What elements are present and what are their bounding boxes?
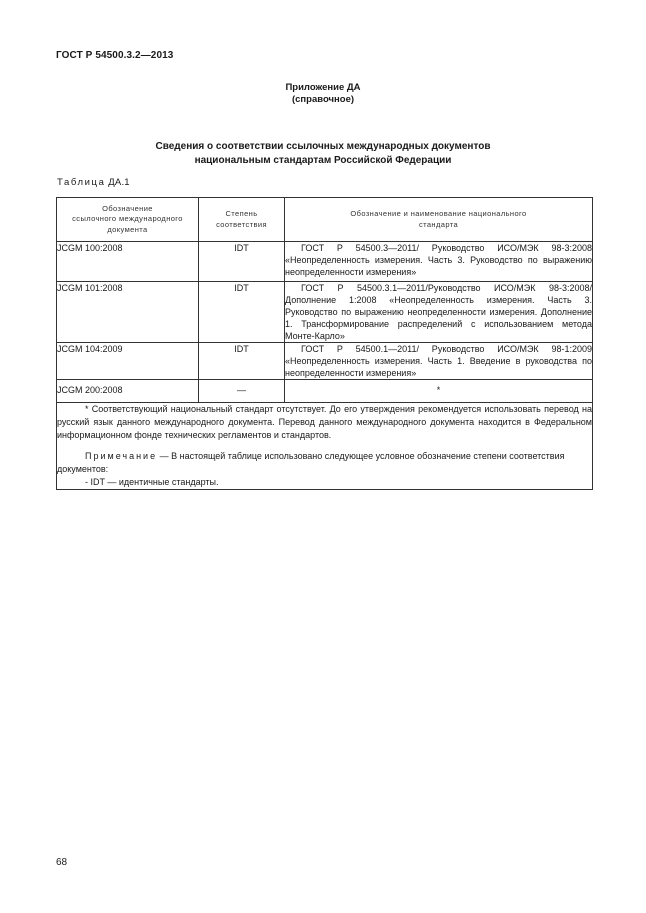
- header-col1-line3: документа: [107, 224, 148, 234]
- appendix-block: [0, 82, 646, 106]
- national-standard: ГОСТ Р 54500.3.1—2011/Руководство ИСО/МЭК 98-3:2008/ Дополнение 1:2008 «Неопределенность измерения. Часть 3. Руководство по выражению неопределенности измерения. Дополнение 1. Трансформирование распределений с использованием метода Монте-Карло»: [285, 283, 592, 341]
- note-text: — В настоящей таблице использовано следующее условное обозначение степени соответствия документов:: [57, 451, 565, 474]
- degree-value: IDT: [199, 242, 285, 282]
- note-item: - IDT — идентичные стандарты.: [85, 477, 219, 487]
- table-caption-word: Таблица: [57, 177, 106, 188]
- header-reference-document: [57, 198, 199, 242]
- appendix-title: Приложение ДА: [285, 82, 361, 93]
- header-degree: [199, 198, 285, 242]
- table-row: [57, 380, 593, 403]
- table-note: [57, 450, 592, 476]
- section-heading-line-2: национальным стандартам Российской Федерации: [194, 155, 452, 166]
- reference-code: JCGM 100:2008: [57, 242, 199, 282]
- reference-code: JCGM 101:2008: [57, 282, 199, 343]
- table-row: [57, 282, 593, 343]
- table-notes: [57, 403, 593, 490]
- table-row: [57, 343, 593, 380]
- note-word: Примечание: [85, 451, 158, 461]
- table-row: [57, 242, 593, 282]
- header-col2-line2: соответствия: [216, 219, 267, 229]
- table-caption-number: ДА.1: [105, 177, 130, 188]
- degree-value: IDT: [199, 343, 285, 380]
- reference-code: JCGM 104:2009: [57, 343, 199, 380]
- national-standard: *: [285, 380, 593, 403]
- national-standard: ГОСТ Р 54500.1—2011/ Руководство ИСО/МЭК 98-1:2009 «Неопределенность измерения. Часть 1. Введение в руководства по неопределенности измерения»: [285, 344, 592, 378]
- degree-value: IDT: [199, 282, 285, 343]
- appendix-subtitle: (справочное): [291, 94, 355, 105]
- header-col3-line1: Обозначение и наименование национального: [350, 209, 527, 218]
- header-col2-line1: Степень: [225, 209, 258, 218]
- section-heading-line-1: Сведения о соответствии ссылочных международных документов: [155, 141, 491, 152]
- correspondence-table: [56, 197, 593, 490]
- header-col1-line2: ссылочного международного: [72, 214, 183, 224]
- header-col3-line2: стандарта: [418, 219, 459, 229]
- table-header-row: [57, 198, 593, 242]
- degree-value: —: [199, 380, 285, 403]
- page-number: 68: [56, 857, 68, 868]
- table-notes-row: [57, 403, 593, 490]
- reference-code: JCGM 200:2008: [57, 380, 199, 403]
- national-standard: ГОСТ Р 54500.3—2011/ Руководство ИСО/МЭК 98-3:2008 «Неопределенность измерения. Часть 3. Руководство по выражению неопределенности измерения»: [285, 242, 593, 282]
- header-national-standard: [285, 198, 593, 242]
- document-code: ГОСТ Р 54500.3.2—2013: [56, 50, 174, 61]
- section-heading: [0, 140, 646, 168]
- header-col1-line1: Обозначение: [102, 203, 153, 213]
- table-footnote: * Соответствующий национальный стандарт отсутствует. До его утверждения рекомендуется использовать перевод на русский язык данного международного документа. Перевод данного международного документа находится в Федеральном информационном фонде технических регламентов и стандартов.: [57, 404, 592, 440]
- table-caption: [57, 177, 130, 188]
